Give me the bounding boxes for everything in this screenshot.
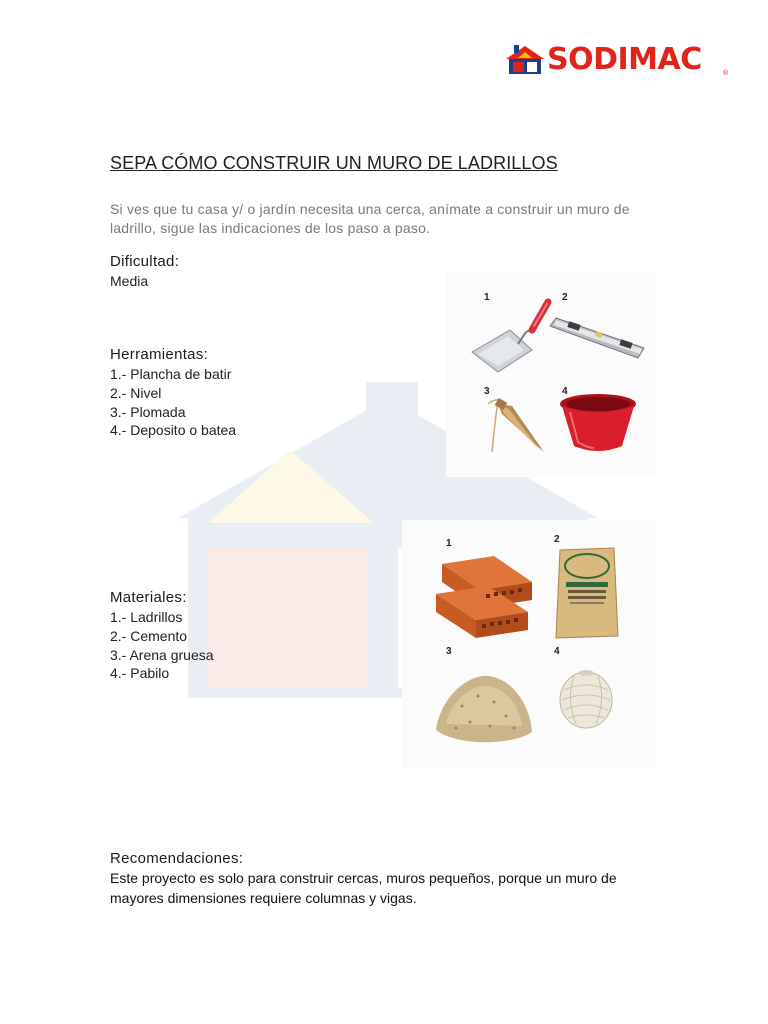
tools-image xyxy=(446,272,656,477)
list-item: 3.- Arena gruesa xyxy=(110,646,214,663)
materiales-list xyxy=(110,608,214,683)
materials-image xyxy=(402,520,656,768)
dificultad-heading: Dificultad: xyxy=(110,253,180,270)
brand-name: SODIMAC xyxy=(547,42,702,77)
page-title: SEPA CÓMO CONSTRUIR UN MURO DE LADRILLOS xyxy=(110,153,558,173)
tool-number-2: 2 xyxy=(562,292,568,303)
trowel-illustration xyxy=(470,292,556,374)
herramientas-list xyxy=(110,365,236,440)
tool-number-3: 3 xyxy=(484,386,490,397)
material-number-2: 2 xyxy=(554,534,560,545)
materiales-heading: Materiales: xyxy=(110,589,187,606)
basin-illustration xyxy=(558,390,640,456)
twine-ball-illustration xyxy=(556,666,616,732)
list-item: 4.- Deposito o batea xyxy=(110,422,237,439)
cement-bag-illustration xyxy=(552,544,622,644)
list-item: 4.- Pabilo xyxy=(110,665,170,682)
recomendaciones-heading: Recomendaciones: xyxy=(110,850,244,867)
dificultad-value: Media xyxy=(110,273,149,289)
material-number-4: 4 xyxy=(554,646,560,657)
herramientas-heading: Herramientas: xyxy=(110,346,209,363)
house-logo-icon xyxy=(505,44,545,76)
sodimac-logo xyxy=(505,44,730,78)
list-item: 1.- Ladrillos xyxy=(110,609,183,625)
tool-number-4: 4 xyxy=(562,386,568,397)
recomendaciones-text: Este proyecto es solo para construir cercas, muros pequeños, porque un muro de mayores dimensiones requiere columnas y vigas. xyxy=(110,870,617,906)
intro-paragraph: Si ves que tu casa y/ o jardín necesita una cerca, anímate a construir un muro de ladrillo, sigue las indicaciones de los paso a paso. xyxy=(110,201,630,236)
bricks-illustration xyxy=(432,554,540,644)
list-item: 3.- Plomada xyxy=(110,403,186,420)
material-number-3: 3 xyxy=(446,646,452,657)
list-item: 1.- Plancha de batir xyxy=(110,366,232,382)
plumb-bob-illustration xyxy=(482,392,548,460)
tool-number-1: 1 xyxy=(484,292,490,303)
material-number-1: 1 xyxy=(446,538,452,549)
list-item: 2.- Nivel xyxy=(110,384,162,401)
registered-mark: ® xyxy=(723,70,729,77)
list-item: 2.- Cemento xyxy=(110,627,188,644)
sand-pile-illustration xyxy=(432,666,536,746)
level-illustration xyxy=(546,314,646,370)
